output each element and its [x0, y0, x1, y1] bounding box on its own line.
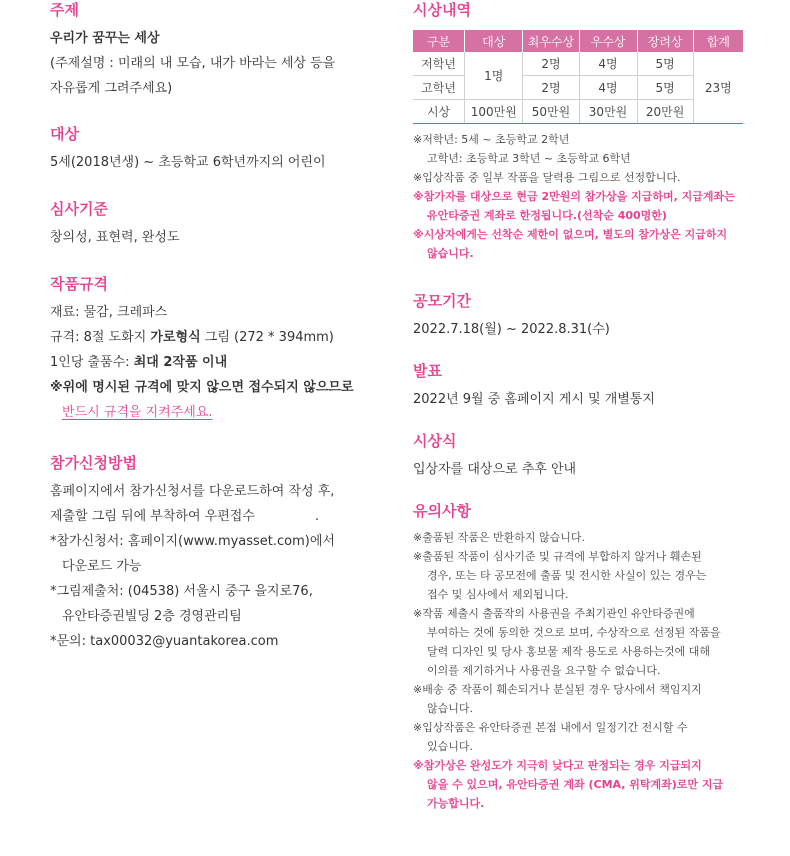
caution-line: ※입상작품은 유안타증권 본점 내에서 일정기간 전시할 수 — [413, 721, 688, 734]
awards-note-1: ※저학년: 5세 ~ 초등학교 2학년 — [413, 133, 570, 146]
awards-note-3: ※입상작품 중 일부 작품을 달력용 그림으로 선정합니다. — [413, 171, 681, 184]
spec-limit-prefix: 1인당 출품수: — [50, 355, 134, 370]
topic-section — [50, 0, 335, 101]
topic-desc-2: 자유롭게 그려주세요) — [50, 81, 173, 96]
apply-line-2-text: 제출할 그림 뒤에 부착하여 우편접수 — [50, 509, 255, 524]
cell-lower-excellence: 2명 — [523, 52, 579, 76]
target-text: 5세(2018년생) ~ 초등학교 6학년까지의 어린이 — [50, 155, 326, 170]
awards-note-7: 않습니다. — [427, 247, 474, 260]
criteria-section — [50, 199, 180, 250]
spec-size-suffix: 그림 (272 * 394mm) — [200, 330, 334, 345]
cell-prize-label: 시상 — [413, 100, 465, 124]
caution-line: 접수 및 심사에서 제외됩니다. — [427, 588, 569, 601]
apply-heading: 참가신청방법 — [50, 454, 137, 472]
awards-note-5: 유안타증권 계좌로 한정됩니다.(선착순 400명한) — [427, 209, 667, 222]
caution-line: 달력 디자인 및 당사 홍보물 제작 용도로 사용하는것에 대해 — [427, 645, 710, 658]
spec-size-orientation: 가로형식 — [150, 330, 201, 345]
apply-line-4: 다운로드 가능 — [62, 559, 142, 574]
spec-material: 재료: 물감, 크레파스 — [50, 305, 168, 320]
caution-line: ※작품 제출시 출품작의 사용권을 주최기관인 유안타증권에 — [413, 607, 695, 620]
caution-line: 경우, 또는 타 공모전에 출품 및 전시한 사실이 있는 경우는 — [427, 569, 707, 582]
ceremony-heading: 시상식 — [413, 432, 457, 450]
caution-line: ※출품된 작품이 심사기준 및 규격에 부합하지 않거나 훼손된 — [413, 550, 702, 563]
caution-line: 않습니다. — [427, 702, 474, 715]
cell-total: 23명 — [693, 52, 743, 124]
header-excellence: 최우수상 — [523, 30, 579, 52]
awards-notes — [413, 130, 743, 263]
cell-upper-encouragement: 5명 — [637, 76, 693, 100]
spec-warning-2 — [50, 400, 354, 425]
caution-line: 않을 수 있으며, 유안타증권 계좌 (CMA, 위탁계좌)로만 지급 — [427, 778, 724, 791]
spec-size — [50, 325, 354, 350]
caution-line: 이의를 제기하거나 사용권을 요구할 수 없습니다. — [427, 664, 661, 677]
cell-lower-merit: 4명 — [579, 52, 637, 76]
spec-warning-underlined: 반드시 규격을 지켜주세요. — [62, 405, 213, 420]
awards-heading: 시상내역 — [413, 1, 471, 19]
criteria-text: 창의성, 표현력, 완성도 — [50, 230, 180, 245]
awards-note-2: 고학년: 초등학교 3학년 ~ 초등학교 6학년 — [427, 152, 631, 165]
cell-prize-merit: 30만원 — [579, 100, 637, 124]
apply-line-2-dot: . — [314, 509, 320, 524]
header-category: 구분 — [413, 30, 465, 52]
cautions-section — [413, 501, 723, 813]
apply-line-3: *참가신청서: 홈페이지(www.myasset.com)에서 — [50, 534, 335, 549]
awards-note-6: ※시상자에게는 선착순 제한이 없으며, 별도의 참가상은 지급하지 — [413, 228, 728, 241]
caution-line: ※참가상은 완성도가 지극히 낮다고 판정되는 경우 지급되지 — [413, 759, 702, 772]
announce-section — [413, 361, 655, 412]
cell-prize-excellence: 50만원 — [523, 100, 579, 124]
spec-heading: 작품규격 — [50, 275, 108, 293]
cell-prize-encouragement: 20만원 — [637, 100, 693, 124]
header-grand: 대상 — [465, 30, 523, 52]
cell-lower-grade: 저학년 — [413, 52, 465, 76]
awards-note-4: ※참가자를 대상으로 현금 2만원의 참가상을 지급하며, 지급계좌는 — [413, 190, 735, 203]
awards-header-row — [413, 30, 743, 52]
caution-line: 가능합니다. — [427, 797, 485, 810]
announce-text: 2022년 9월 중 홈페이지 게시 및 개별통지 — [413, 392, 655, 407]
period-section — [413, 291, 610, 342]
criteria-heading: 심사기준 — [50, 200, 108, 218]
topic-heading: 주제 — [50, 1, 79, 19]
spec-limit-value: 최대 2작품 이내 — [133, 355, 228, 370]
apply-line-1: 홈페이지에서 참가신청서를 다운로드하여 작성 후, — [50, 484, 335, 499]
cautions-heading: 유의사항 — [413, 502, 471, 520]
spec-size-prefix: 규격: 8절 도화지 — [50, 330, 151, 345]
cell-upper-grade: 고학년 — [413, 76, 465, 100]
spec-section — [50, 274, 354, 425]
cell-grand-count: 1명 — [465, 52, 523, 100]
awards-section — [413, 0, 743, 263]
apply-line-2 — [50, 504, 335, 529]
header-encouragement: 장려상 — [637, 30, 693, 52]
cautions-list — [413, 528, 723, 813]
period-heading: 공모기간 — [413, 292, 471, 310]
cell-upper-excellence: 2명 — [523, 76, 579, 100]
caution-line: 있습니다. — [427, 740, 474, 753]
period-text: 2022.7.18(월) ~ 2022.8.31(수) — [413, 322, 610, 337]
topic-title: 우리가 꿈꾸는 세상 — [50, 31, 160, 46]
spec-limit — [50, 350, 354, 375]
apply-section — [50, 453, 335, 654]
ceremony-section — [413, 431, 576, 482]
cell-upper-merit: 4명 — [579, 76, 637, 100]
awards-table — [413, 30, 743, 124]
table-row — [413, 52, 743, 76]
cell-prize-grand: 100만원 — [465, 100, 523, 124]
ceremony-text: 입상자를 대상으로 추후 안내 — [413, 462, 577, 477]
cell-lower-encouragement: 5명 — [637, 52, 693, 76]
target-section — [50, 124, 326, 175]
apply-line-6: 유안타증권빌딩 2층 경영관리팀 — [62, 609, 242, 624]
announce-heading: 발표 — [413, 362, 442, 380]
apply-line-5: *그림제출처: (04538) 서울시 중구 을지로76, — [50, 584, 313, 599]
caution-line: 부여하는 것에 동의한 것으로 보며, 수상작으로 선정된 작품을 — [427, 626, 721, 639]
topic-desc-1: (주제설명 : 미래의 내 모습, 내가 바라는 세상 등을 — [50, 56, 336, 71]
apply-line-7: *문의: tax00032@yuantakorea.com — [50, 634, 279, 649]
caution-line: ※배송 중 작품이 훼손되거나 분실된 경우 당사에서 책임지지 — [413, 683, 702, 696]
header-merit: 우수상 — [579, 30, 637, 52]
caution-line: ※출품된 작품은 반환하지 않습니다. — [413, 531, 585, 544]
target-heading: 대상 — [50, 125, 79, 143]
spec-warning: ※위에 명시된 규격에 맞지 않으면 접수되지 않으므로 — [50, 380, 354, 395]
header-total: 합계 — [693, 30, 743, 52]
